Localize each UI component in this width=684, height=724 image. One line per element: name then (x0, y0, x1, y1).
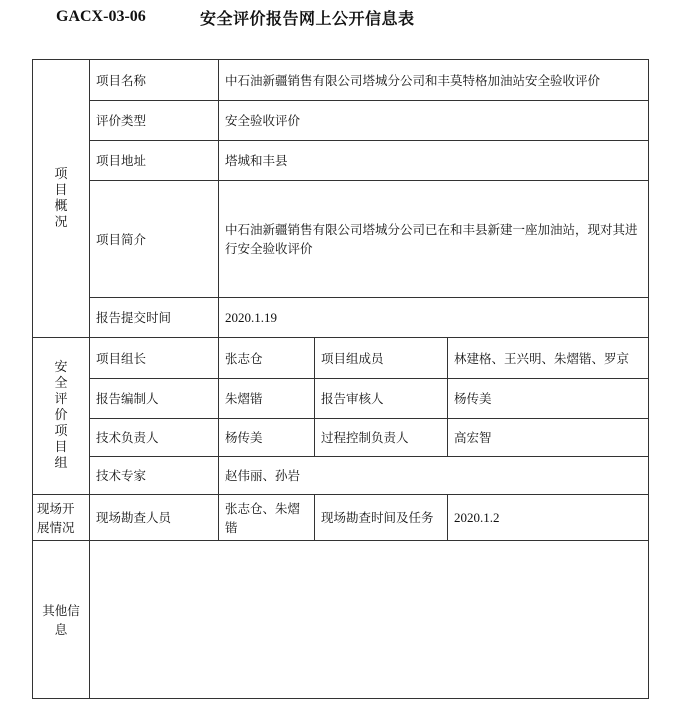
tech-lead-label: 技术负责人 (90, 419, 219, 457)
submit-time-value: 2020.1.19 (219, 298, 649, 338)
submit-time-label: 报告提交时间 (90, 298, 219, 338)
address-label: 项目地址 (90, 141, 219, 181)
reviewer-label: 报告审核人 (315, 379, 448, 419)
tech-lead-value: 杨传美 (219, 419, 315, 457)
members-value: 林建格、王兴明、朱熠锴、罗京 (448, 338, 649, 379)
site-section-header: 现场开展情况 (33, 495, 90, 541)
site-time-value: 2020.1.2 (448, 495, 649, 541)
expert-label: 技术专家 (90, 457, 219, 495)
info-table (32, 59, 649, 699)
address-value: 塔城和丰县 (219, 141, 649, 181)
expert-value: 赵伟丽、孙岩 (219, 457, 649, 495)
project-name-label: 项目名称 (90, 60, 219, 101)
inspectors-value: 张志仓、朱熠锴 (219, 495, 315, 541)
intro-value: 中石油新疆销售有限公司塔城分公司已在和丰县新建一座加油站，现对其进行安全验收评价 (219, 181, 649, 298)
document-code: GACX-03-06 (56, 8, 146, 25)
process-lead-label: 过程控制负责人 (315, 419, 448, 457)
document-title: 安全评价报告网上公开信息表 (200, 9, 415, 28)
eval-type-value: 安全验收评价 (219, 101, 649, 141)
process-lead-value: 高宏智 (448, 419, 649, 457)
other-info-value (90, 541, 649, 699)
reviewer-value: 杨传美 (448, 379, 649, 419)
site-time-label: 现场勘查时间及任务 (315, 495, 448, 541)
leader-label: 项目组长 (90, 338, 219, 379)
overview-section-header: 项目概况 (33, 60, 90, 338)
writer-label: 报告编制人 (90, 379, 219, 419)
intro-label: 项目简介 (90, 181, 219, 298)
other-section-header: 其他信息 (33, 541, 90, 699)
eval-type-label: 评价类型 (90, 101, 219, 141)
team-section-header: 安全评价项目组 (33, 338, 90, 495)
inspectors-label: 现场勘查人员 (90, 495, 219, 541)
leader-value: 张志仓 (219, 338, 315, 379)
members-label: 项目组成员 (315, 338, 448, 379)
writer-value: 朱熠锴 (219, 379, 315, 419)
project-name-value: 中石油新疆销售有限公司塔城分公司和丰莫特格加油站安全验收评价 (219, 60, 649, 101)
